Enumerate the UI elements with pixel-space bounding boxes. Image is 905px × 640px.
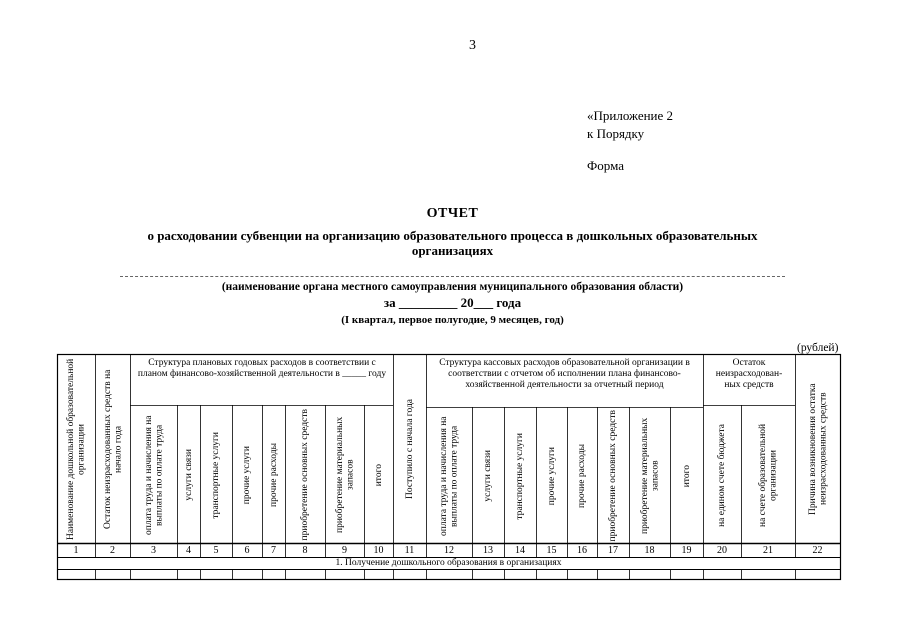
column-number: 7 [271, 545, 276, 556]
column-number: 12 [444, 545, 454, 556]
header-balance-start: Остаток неизрасходованных средств на начало года [102, 369, 123, 529]
report-period-hint: (I квартал, первое полугодие, 9 месяцев, год) [341, 314, 564, 326]
column-number: 3 [151, 545, 156, 556]
header-received: Поступило с начала года [404, 399, 415, 499]
header-reason: Причина возникновения остатка неизрасходованных средств [807, 383, 828, 515]
header-plan-materials: приобретение материальных запасов [334, 416, 355, 534]
column-number: 17 [608, 545, 618, 556]
column-number: 11 [404, 545, 415, 556]
column-number: 2 [110, 545, 115, 556]
header-cash-total: итого [681, 464, 692, 488]
column-number: 13 [483, 545, 493, 556]
header-cash-transport: транспортные услуги [515, 432, 526, 520]
header-plan-comm: услуги связи [183, 449, 194, 501]
header-plan-pay: оплата труда и начисления на выплаты по оплате труда [143, 415, 164, 535]
report-period: за _________ 20___ года [383, 295, 522, 310]
report-subtitle: о расходовании субвенции на организацию образовательного процесса в дошкольных образовательных организациях [147, 228, 758, 258]
column-number: 18 [644, 545, 655, 556]
report-title: ОТЧЕТ [426, 206, 479, 221]
column-number: 20 [717, 545, 727, 556]
header-rest-single-account: на едином счете бюджета [717, 423, 728, 527]
organ-name-hint: (наименование органа местного самоуправления муниципального образования области) [221, 281, 684, 293]
header-cash-group: Структура кассовых расходов образовательной организации в соответствии с отчетом об исполнении плана финансово-хозяйственной деятельности за отчетный период [439, 358, 690, 390]
header-plan-total: итого [373, 463, 384, 487]
column-number: 10 [373, 545, 384, 556]
column-number: 14 [515, 545, 525, 556]
column-number: 4 [186, 545, 191, 556]
header-plan-transport: транспортные услуги [211, 431, 222, 519]
column-number: 1 [73, 545, 79, 556]
page-number: 3 [469, 38, 476, 53]
header-plan-other-services: прочие услуги [242, 445, 253, 505]
column-number: 16 [577, 545, 587, 556]
header-cash-other-services: прочие услуги [546, 446, 557, 506]
header-org-name: Наименование дошкольной образовательной организации [66, 358, 87, 540]
header-cash-pay: оплата труда и начисления на выплаты по оплате труда [439, 416, 460, 536]
header-rest-org-account: на счете образовательной организации [758, 423, 779, 527]
units-label: (рублей) [797, 342, 839, 354]
form-label: Форма [587, 158, 624, 173]
header-plan-fixed-assets: приобретение основных средств [300, 409, 311, 541]
header-rest-group: Остаток неизрасходован-ных средств [715, 358, 783, 390]
column-number: 9 [342, 545, 347, 556]
section-title-row: 1. Получение дошкольного образования в организациях [335, 558, 562, 568]
header-cash-comm: услуги связи [483, 450, 494, 502]
header-cash-other-expenses: прочие расходы [577, 444, 588, 508]
column-number: 15 [546, 545, 557, 556]
header-plan-group: Структура плановых годовых расходов в соответствии с планом финансово-хозяйственной деятельности в _____ году [137, 358, 387, 379]
column-number: 21 [763, 545, 773, 556]
header-plan-other-expenses: прочие расходы [268, 443, 279, 507]
column-number: 6 [244, 545, 250, 556]
column-number: 5 [213, 545, 219, 556]
column-number: 8 [302, 545, 308, 556]
column-number: 22 [812, 545, 823, 556]
appendix-title: «Приложение 2 [587, 108, 674, 123]
column-number: 19 [681, 545, 692, 556]
appendix-reference: к Порядку [587, 126, 645, 141]
header-cash-materials: приобретение материальных запасов [639, 417, 660, 535]
header-cash-fixed-assets: приобретение основных средств [608, 410, 619, 542]
